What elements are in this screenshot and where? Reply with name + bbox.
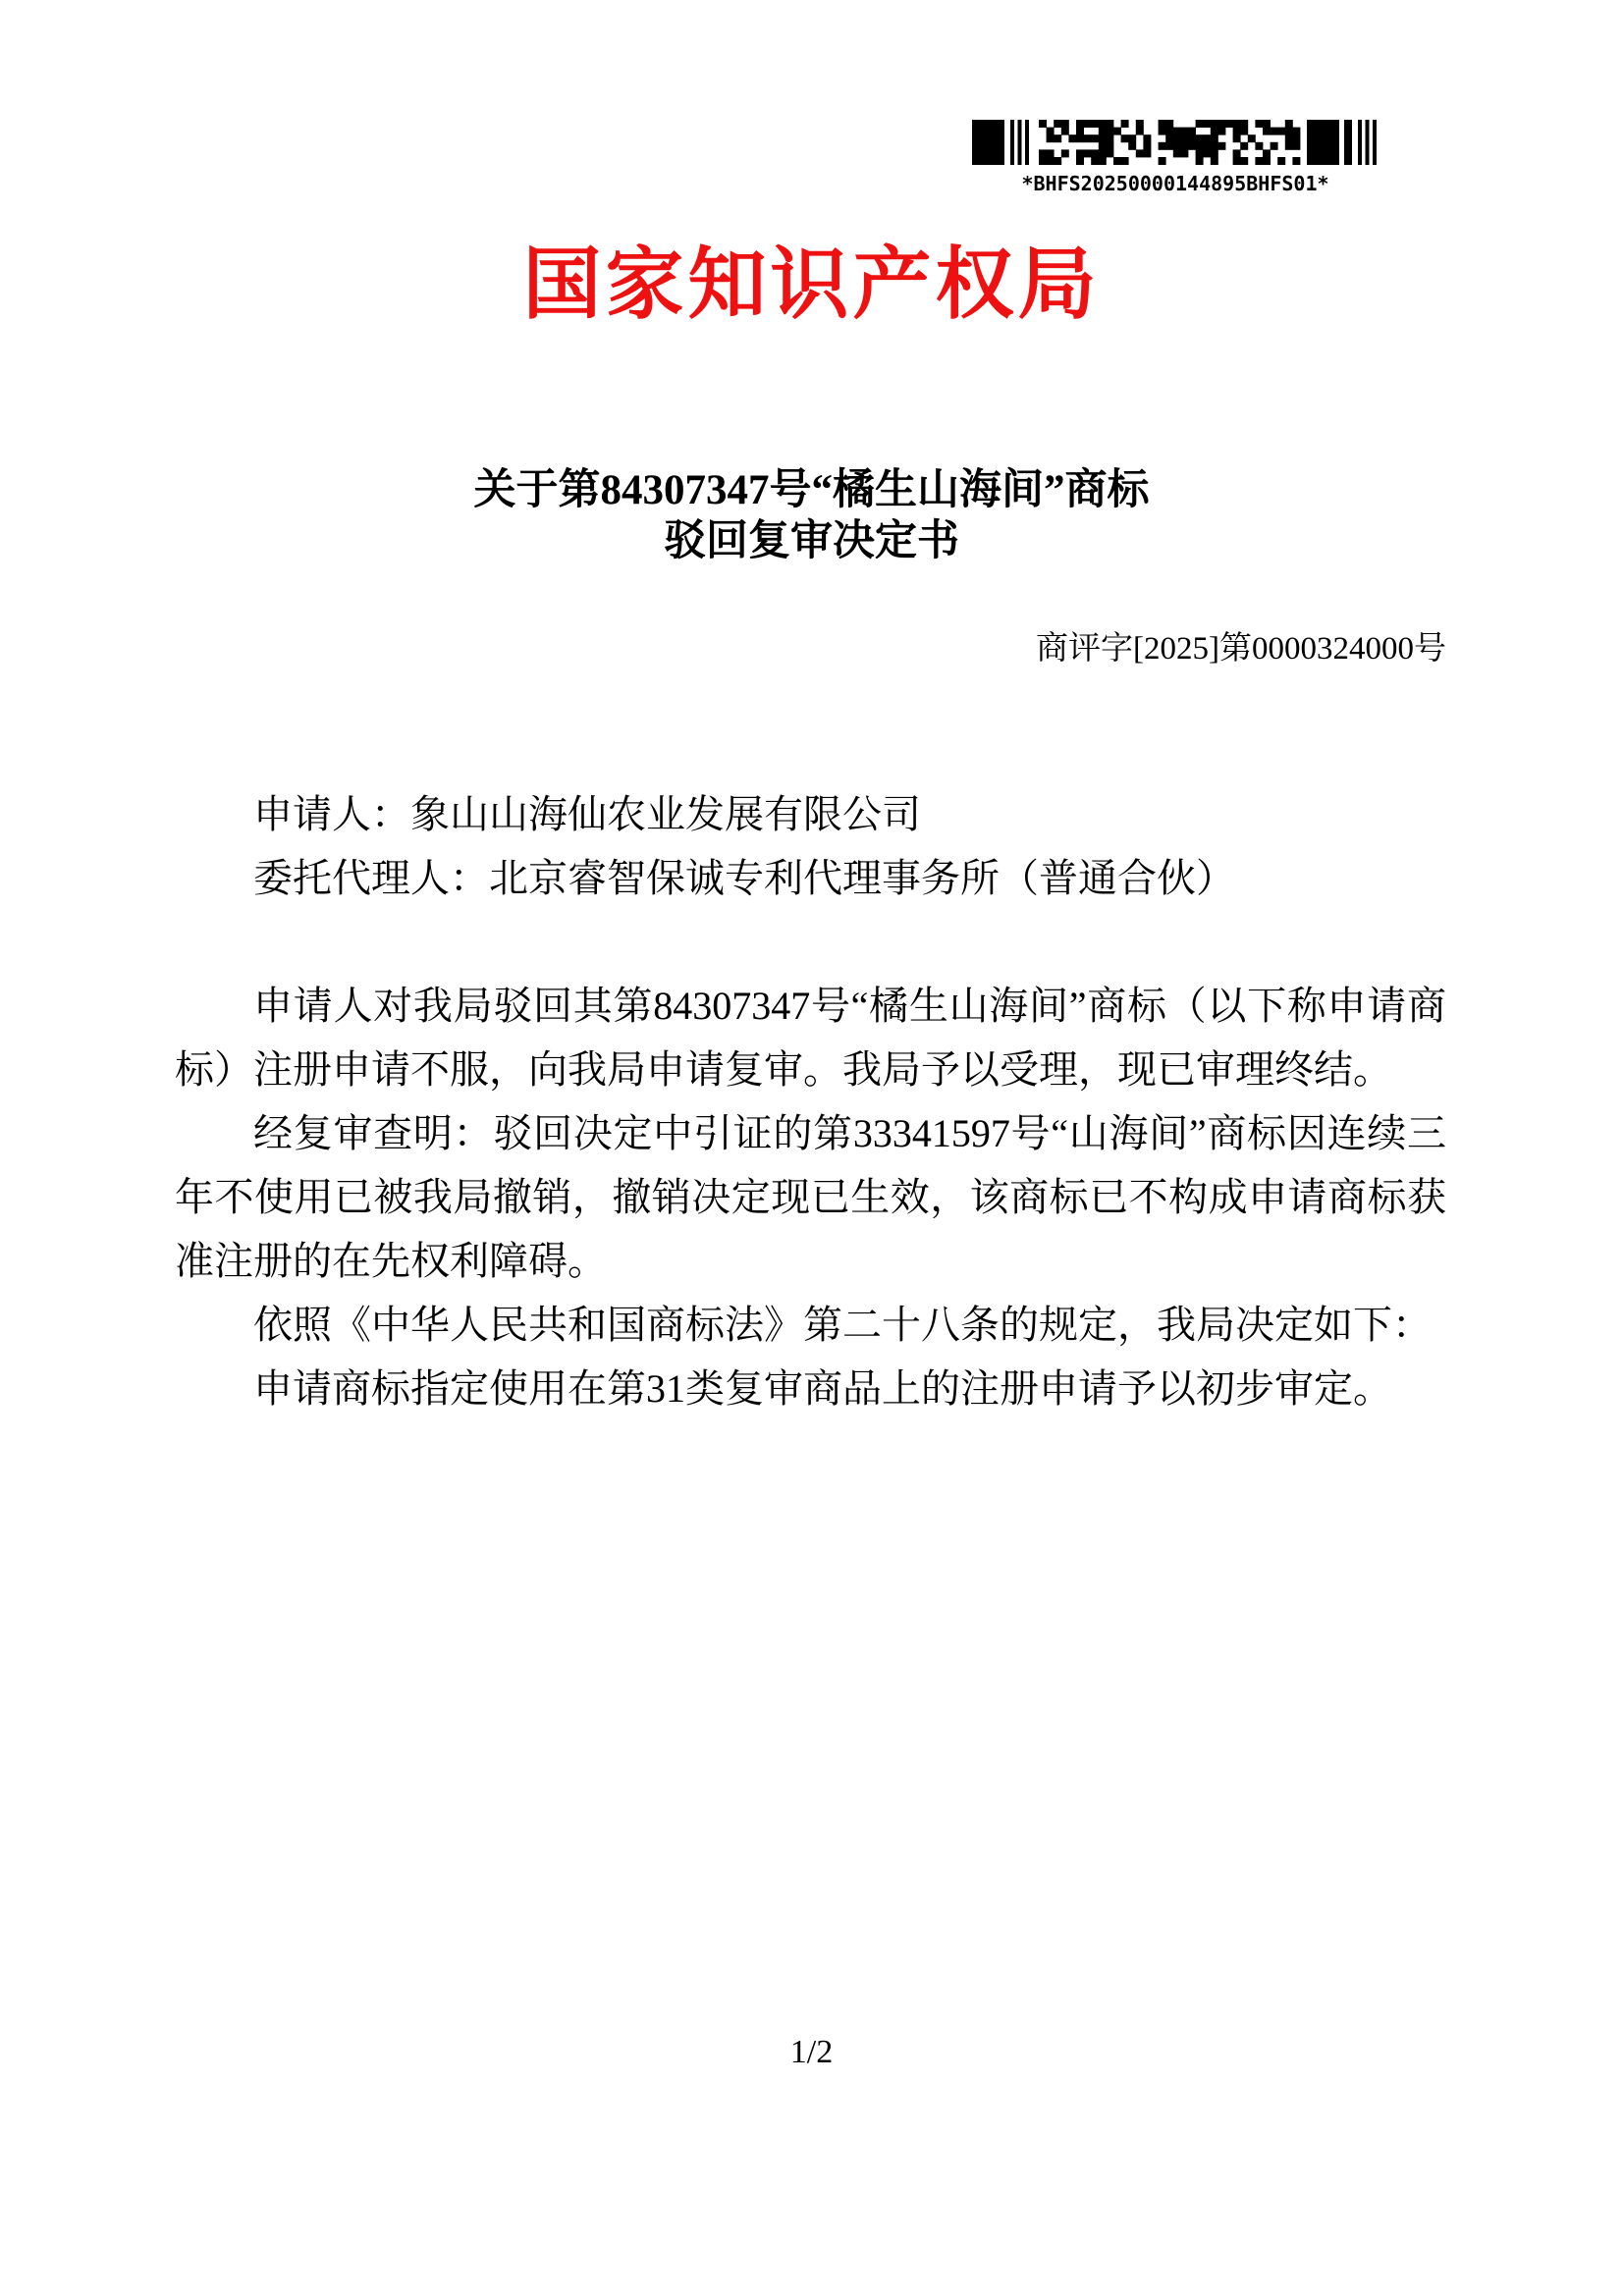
agent-value: 北京睿智保诚专利代理事务所（普通合伙） bbox=[489, 856, 1235, 900]
body-paragraph: 申请人对我局驳回其第84307347号“橘生山海间”商标（以下称申请商标）注册申请不服，向我局申请复审。我局予以受理，现已审理终结。 bbox=[175, 984, 1446, 1092]
body-paragraph: 依照《中华人民共和国商标法》第二十八条的规定，我局决定如下： bbox=[253, 1303, 1432, 1347]
page-number: 1/2 bbox=[789, 2034, 834, 2070]
blank-line bbox=[175, 910, 1446, 974]
applicant-value: 象山山海仙农业发展有限公司 bbox=[410, 792, 921, 836]
document-title-line2: 驳回复审决定书 bbox=[664, 518, 959, 564]
barcode-block bbox=[972, 120, 1379, 195]
document-title-line1: 关于第84307347号“橘生山海间”商标 bbox=[473, 467, 1150, 513]
body-paragraph: 申请商标指定使用在第31类复审商品上的注册申请予以初步审定。 bbox=[253, 1366, 1392, 1411]
applicant-label: 申请人： bbox=[253, 792, 410, 836]
document-number: 商评字[2025]第0000324000号 bbox=[1036, 631, 1446, 667]
applicant-line bbox=[175, 782, 1446, 846]
agent-line bbox=[175, 846, 1446, 910]
agent-label: 委托代理人： bbox=[253, 856, 489, 900]
document-title bbox=[0, 465, 1623, 567]
barcode-text: *BHFS20250000144895BHFS01* bbox=[1021, 172, 1329, 195]
agency-title: 国家知识产权局 bbox=[522, 242, 1101, 329]
body-paragraph: 经复审查明：驳回决定中引证的第33341597号“山海间”商标因连续三年不使用已被我局撤销，撤销决定现已生效，该商标已不构成申请商标获准注册的在先权利障碍。 bbox=[175, 1111, 1446, 1283]
document-body bbox=[175, 782, 1446, 1420]
barcode-image bbox=[972, 120, 1379, 165]
